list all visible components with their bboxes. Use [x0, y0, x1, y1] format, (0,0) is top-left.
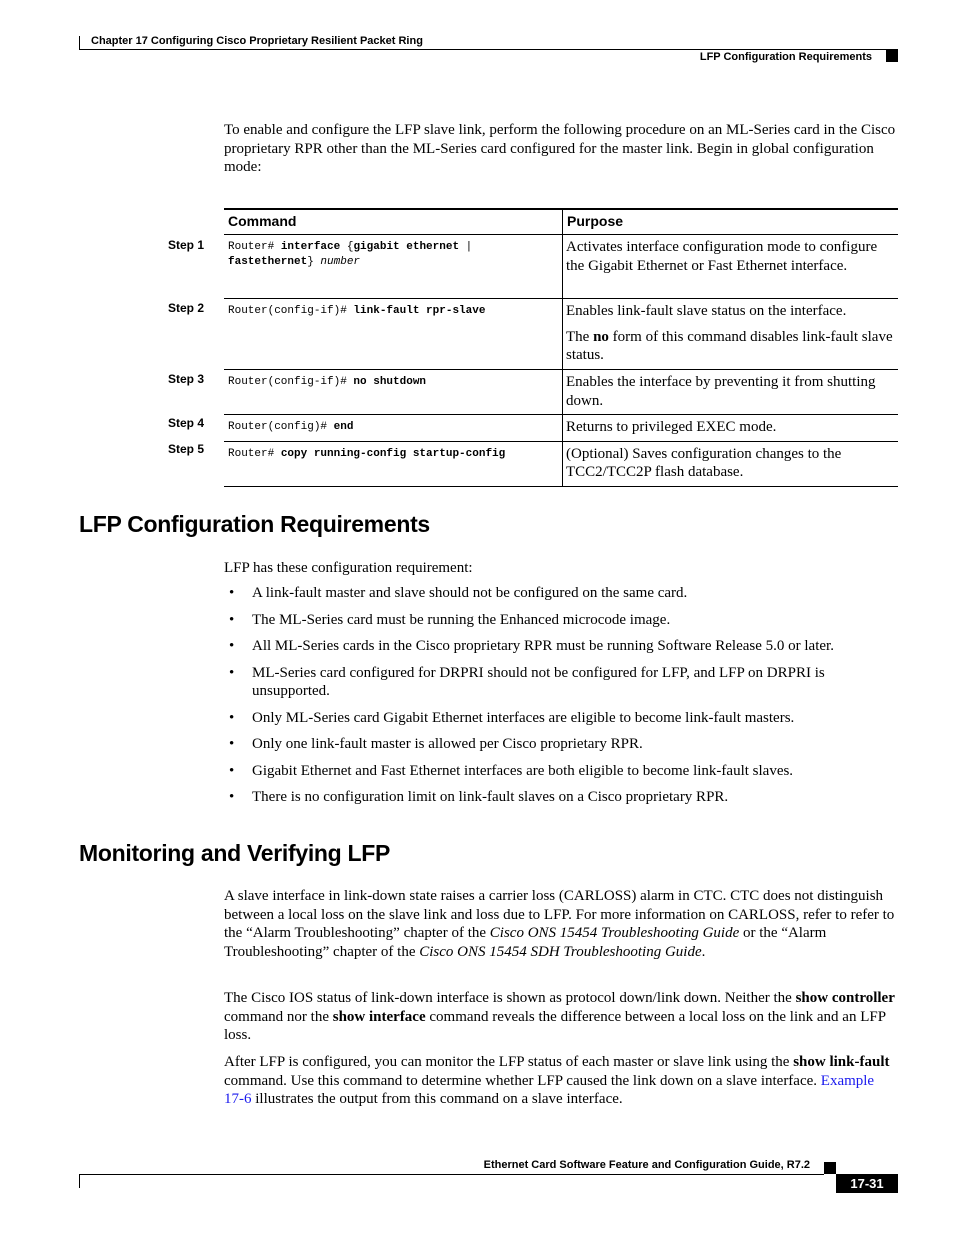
- bullet-marker: •: [229, 789, 235, 805]
- table-row: [224, 235, 898, 299]
- table-header-row: [224, 209, 898, 235]
- bullet-marker: •: [229, 736, 235, 752]
- step-label: Step 4: [168, 416, 205, 430]
- bullet-marker: •: [229, 611, 235, 628]
- command-keyword: no shutdown: [353, 376, 427, 388]
- command-separator: |: [459, 241, 473, 253]
- step-label: Step 3: [168, 372, 205, 386]
- list-item: [224, 611, 896, 630]
- purpose-text: [566, 328, 894, 365]
- command-cell: [224, 441, 563, 486]
- purpose-cell: [563, 235, 899, 299]
- command-separator: }: [307, 256, 321, 268]
- bullet-marker: •: [229, 664, 235, 681]
- purpose-text: Enables the interface by preventing it from shutting down.: [566, 374, 876, 409]
- paragraph-text: command. Use this command to determine whether LFP caused the link down on a slave interface.: [224, 1072, 821, 1089]
- paragraph-text: The Cisco IOS status of link-down interface is shown as protocol down/link down. Neither the: [224, 990, 796, 1006]
- command-prompt: Router(config-if)#: [228, 305, 354, 317]
- procedure-table: [224, 208, 898, 487]
- bullet-marker: •: [229, 709, 235, 726]
- purpose-cell: [563, 299, 899, 370]
- step-label: Step 2: [168, 301, 205, 315]
- list-item: [224, 788, 896, 807]
- footer-marker: [824, 1162, 836, 1174]
- command-separator: {: [340, 241, 354, 253]
- list-item-text: The ML-Series card must be running the Enhanced microcode image.: [252, 611, 671, 628]
- list-item-text: A link-fault master and slave should not be configured on the same card.: [252, 585, 688, 601]
- paragraph-text: illustrates the output from this command on a slave interface.: [251, 1091, 623, 1107]
- bullet-marker: •: [229, 585, 235, 601]
- requirements-list: [224, 584, 896, 815]
- step-label: Step 1: [168, 238, 205, 252]
- body-paragraph: [224, 887, 896, 961]
- command-cell: [224, 415, 563, 442]
- command-prompt: Router#: [228, 447, 281, 460]
- purpose-keyword: no: [593, 328, 609, 345]
- command-keyword: link-fault rpr-slave: [353, 305, 486, 317]
- step-label: Step 5: [168, 442, 205, 456]
- table-row: [224, 441, 898, 486]
- command-cell: [224, 299, 563, 370]
- header-section-title: LFP Configuration Requirements: [699, 51, 872, 63]
- purpose-text: (Optional) Saves configuration changes to the TCC2/TCC2P flash database.: [566, 445, 842, 480]
- command-name: show link-fault: [793, 1054, 890, 1070]
- table-row: [224, 415, 898, 442]
- book-title: Cisco ONS 15454 Troubleshooting Guide: [489, 925, 740, 941]
- purpose-text-part: form of this command disables link-fault slave status.: [566, 328, 893, 363]
- purpose-text-part: The: [566, 328, 594, 345]
- purpose-cell: [563, 370, 899, 415]
- list-item: [224, 709, 896, 728]
- list-item: [224, 762, 896, 781]
- command-cell: [224, 235, 563, 299]
- command-keyword: interface: [280, 241, 341, 253]
- table-row: [224, 299, 898, 370]
- list-item-text: Only ML-Series card Gigabit Ethernet interfaces are eligible to become link-fault masters.: [252, 709, 795, 726]
- column-header-purpose: Purpose: [563, 209, 899, 235]
- command-prompt: Router(config-if)#: [228, 376, 354, 388]
- command-name: show interface: [332, 1008, 426, 1025]
- section-lead: LFP has these configuration requirement:: [224, 560, 473, 576]
- purpose-text: Enables link-fault slave status on the interface.: [566, 303, 847, 319]
- list-item-text: Gigabit Ethernet and Fast Ethernet interfaces are both eligible to become link-fault slaves.: [252, 762, 794, 779]
- purpose-cell: [563, 415, 899, 442]
- list-item-text: Only one link-fault master is allowed per Cisco proprietary RPR.: [252, 736, 643, 752]
- command-prompt: Router(config)#: [228, 421, 334, 433]
- list-item-text: All ML-Series cards in the Cisco proprietary RPR must be running Software Release 5.0 or later.: [252, 638, 834, 654]
- paragraph-text: A slave interface in link-down state raises a carrier loss (CARLOSS) alarm in CTC. CTC does not distinguish between a local loss on the slave link and loss due to LFP. For more information on CARLOSS, refer to refer to the “Alarm Troubleshooting” chapter of the: [224, 888, 895, 941]
- column-header-command: Command: [224, 209, 563, 235]
- bullet-marker: •: [229, 762, 235, 779]
- footer-tick: [79, 1174, 80, 1188]
- paragraph-text: command nor the: [224, 1008, 333, 1025]
- example-link[interactable]: Example 17-6: [224, 1072, 875, 1107]
- command-argument: number: [320, 256, 361, 268]
- list-item: [224, 735, 896, 754]
- intro-paragraph: To enable and configure the LFP slave link, perform the following procedure on an ML-Series card in the Cisco proprietary RPR other than the ML-Series card configured for the master link. Begin in global configuration mode:: [224, 122, 896, 175]
- paragraph-text: or the “Alarm Troubleshooting” chapter of the: [224, 925, 827, 960]
- page-number: 17-31: [836, 1174, 898, 1193]
- command-keyword: end: [333, 421, 354, 433]
- header-marker: [886, 50, 898, 62]
- header-rule: [79, 49, 898, 50]
- list-item-text: There is no configuration limit on link-fault slaves on a Cisco proprietary RPR.: [252, 789, 729, 805]
- body-paragraph: [224, 1053, 896, 1109]
- footer-rule: [79, 1174, 824, 1175]
- purpose-text: Activates interface configuration mode to configure the Gigabit Ethernet or Fast Ethernet interface.: [566, 239, 878, 274]
- command-keyword: gigabit ethernet: [353, 241, 460, 253]
- list-item: [224, 584, 896, 603]
- paragraph-text: After LFP is configured, you can monitor the LFP status of each master or slave link using the: [224, 1054, 794, 1070]
- list-item-text: ML-Series card configured for DRPRI should not be configured for LFP, and LFP on DRPRI is unsupported.: [252, 664, 825, 699]
- list-item: [224, 637, 896, 656]
- paragraph-text: command reveals the difference between a local loss on the link and an LFP loss.: [224, 1008, 886, 1043]
- purpose-cell: [563, 441, 899, 486]
- body-paragraph: [224, 989, 896, 1045]
- command-name: show controller: [795, 990, 895, 1006]
- paragraph-text: .: [701, 943, 706, 960]
- command-cell: [224, 370, 563, 415]
- footer-guide-title: Ethernet Card Software Feature and Configuration Guide, R7.2: [483, 1159, 810, 1171]
- list-item: [224, 664, 896, 701]
- section-heading: LFP Configuration Requirements: [79, 511, 430, 537]
- bullet-marker: •: [229, 638, 235, 654]
- purpose-text: Returns to privileged EXEC mode.: [566, 419, 777, 435]
- header-chapter-title: Chapter 17 Configuring Cisco Proprietary Resilient Packet Ring: [91, 35, 423, 47]
- section-heading: Monitoring and Verifying LFP: [79, 840, 391, 866]
- book-title: Cisco ONS 15454 SDH Troubleshooting Guide: [419, 943, 702, 960]
- command-keyword: fastethernet: [228, 256, 308, 268]
- table-row: [224, 370, 898, 415]
- header-tick: [79, 36, 80, 50]
- command-keyword: copy running-config startup-config: [280, 447, 506, 460]
- command-prompt: Router#: [228, 241, 281, 253]
